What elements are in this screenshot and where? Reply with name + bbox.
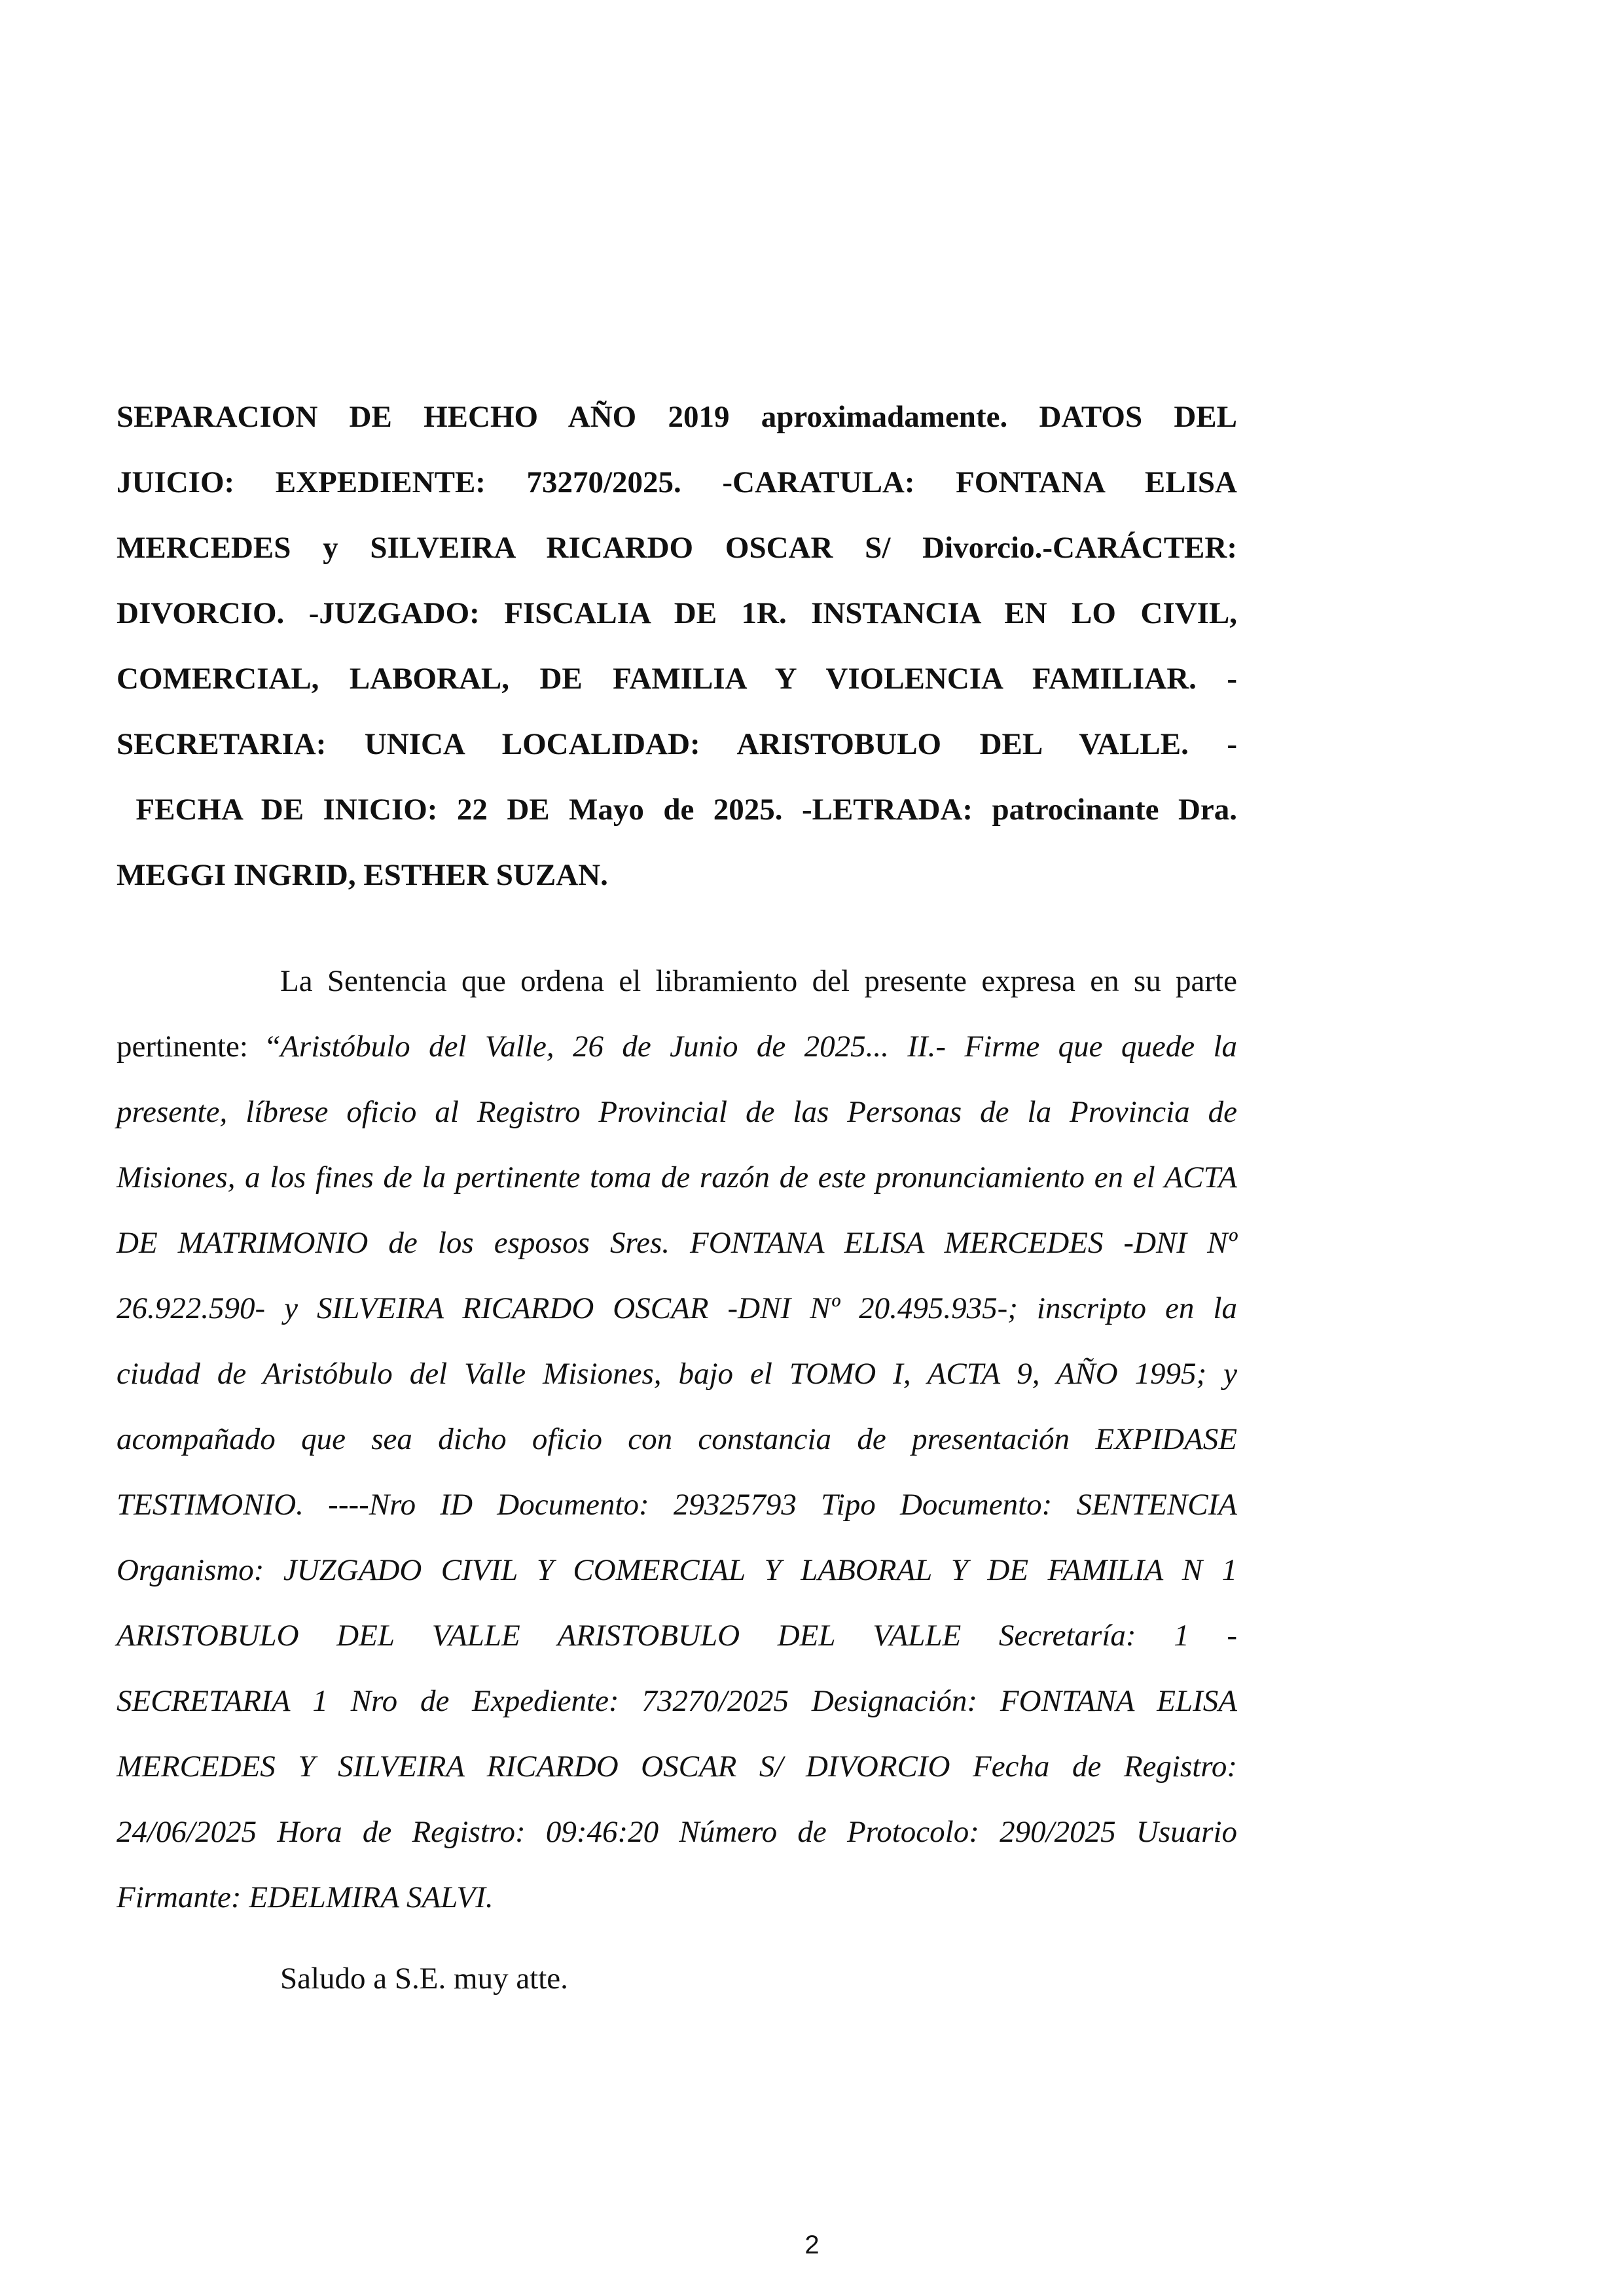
- sentence-line: presente, líbrese oficio al Registro Provincial de las Personas de la Provincia de: [117, 1095, 1237, 1129]
- sentence-line: ciudad de Aristóbulo del Valle Misiones, bajo el TOMO I, ACTA 9, AÑO 1995; y: [117, 1357, 1237, 1391]
- sentence-paragraph: [117, 965, 1237, 1914]
- sentence-line: Organismo: JUZGADO CIVIL Y COMERCIAL Y LABORAL Y DE FAMILIA N 1: [117, 1553, 1237, 1587]
- sentence-quote-prefix: pertinente: “: [117, 1030, 281, 1064]
- sentence-line: ARISTOBULO DEL VALLE ARISTOBULO DEL VALLE Secretaría: 1 -: [117, 1619, 1237, 1653]
- case-data-line: SEPARACION DE HECHO AÑO 2019 aproximadamente. DATOS DEL: [117, 400, 1237, 434]
- case-data-line: SECRETARIA: UNICA LOCALIDAD: ARISTOBULO DEL VALLE. -: [117, 727, 1237, 761]
- case-data-line: MERCEDES y SILVEIRA RICARDO OSCAR S/ Divorcio.-CARÁCTER:: [117, 531, 1237, 565]
- sentence-line: Firmante: EDELMIRA SALVI.: [117, 1880, 494, 1914]
- sentence-line: 24/06/2025 Hora de Registro: 09:46:20 Número de Protocolo: 290/2025 Usuario: [117, 1815, 1237, 1849]
- sentence-line: acompañado que sea dicho oficio con constancia de presentación EXPIDASE: [117, 1422, 1237, 1456]
- sentence-quote-line: [117, 1030, 1237, 1063]
- sentence-intro-line: La Sentencia que ordena el libramiento del presente expresa en su parte: [280, 964, 1237, 998]
- sentence-line: TESTIMONIO. ----Nro ID Documento: 29325793 Tipo Documento: SENTENCIA: [117, 1488, 1237, 1522]
- case-data-paragraph: [117, 401, 1237, 891]
- sentence-line: SECRETARIA 1 Nro de Expediente: 73270/2025 Designación: FONTANA ELISA: [117, 1684, 1237, 1718]
- case-data-line: JUICIO: EXPEDIENTE: 73270/2025. -CARATULA: FONTANA ELISA: [117, 465, 1237, 499]
- sentence-line: Misiones, a los fines de la pertinente toma de razón de este pronunciamiento en el ACTA: [117, 1160, 1237, 1194]
- sentence-line: 26.922.590- y SILVEIRA RICARDO OSCAR -DNI Nº 20.495.935-; inscripto en la: [117, 1291, 1237, 1325]
- closing-salutation: Saludo a S.E. muy atte.: [280, 1962, 568, 1996]
- case-data-line: COMERCIAL, LABORAL, DE FAMILIA Y VIOLENCIA FAMILIAR. -: [117, 662, 1237, 696]
- case-data-line: MEGGI INGRID, ESTHER SUZAN.: [117, 858, 608, 892]
- sentence-line: DE MATRIMONIO de los esposos Sres. FONTANA ELISA MERCEDES -DNI Nº: [117, 1226, 1237, 1260]
- sentence-line: MERCEDES Y SILVEIRA RICARDO OSCAR S/ DIVORCIO Fecha de Registro:: [117, 1749, 1237, 1784]
- page-number: 2: [804, 2231, 820, 2259]
- sentence-quote-start: Aristóbulo del Valle, 26 de Junio de 2025... II.- Firme que quede la: [280, 1030, 1237, 1064]
- case-data-line: DIVORCIO. -JUZGADO: FISCALIA DE 1R. INSTANCIA EN LO CIVIL,: [117, 596, 1237, 630]
- case-data-line: FECHA DE INICIO: 22 DE Mayo de 2025. -LETRADA: patrocinante Dra.: [117, 793, 1237, 827]
